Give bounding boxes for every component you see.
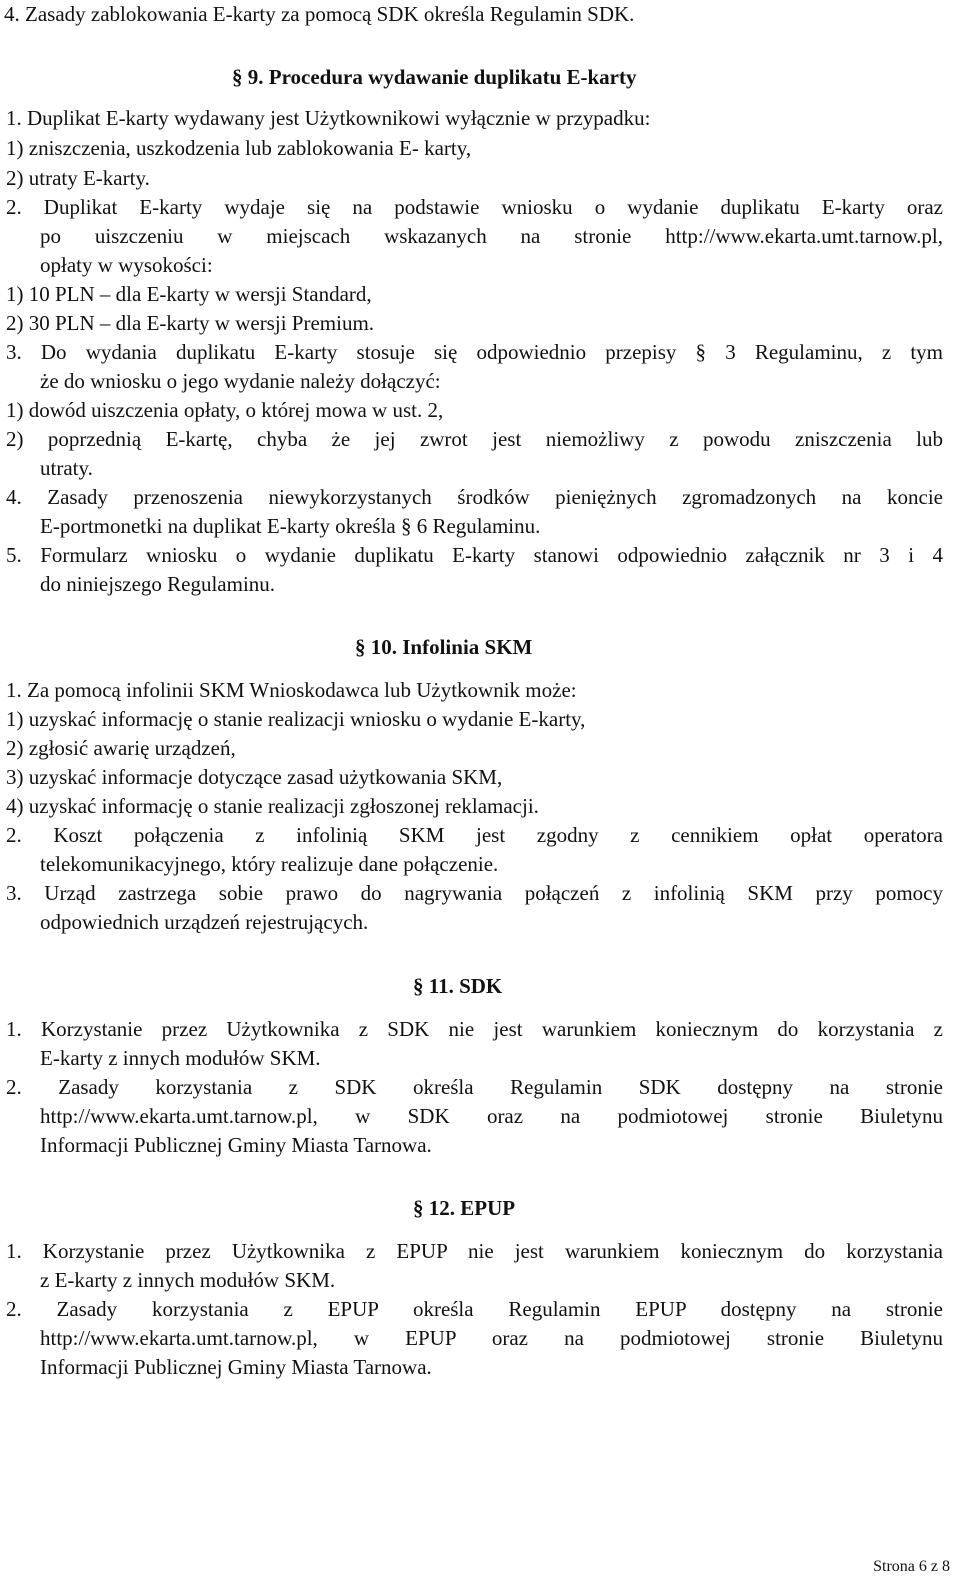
page-number: Strona 6 z 8 xyxy=(873,1558,950,1575)
list-item: 1) 10 PLN – dla E-karty w wersji Standard, xyxy=(6,282,372,306)
paragraph-line: 1. Za pomocą infolinii SKM Wnioskodawca lub Użytkownik może: xyxy=(6,678,577,702)
list-item: 2) 30 PLN – dla E-karty w wersji Premium. xyxy=(6,311,375,335)
section-heading-10: § 10. Infolinia SKM xyxy=(355,635,533,659)
list-item: 4) uzyskać informację o stanie realizacji zgłoszonej reklamacji. xyxy=(6,794,539,818)
paragraph-line: Informacji Publicznej Gminy Miasta Tarnowa. xyxy=(40,1355,432,1379)
paragraph-line: 4. Zasady zablokowania E-karty za pomocą SDK określa Regulamin SDK. xyxy=(4,2,635,26)
paragraph-line: 1. Korzystanie przez Użytkownika z SDK nie jest warunkiem koniecznym do korzystania z xyxy=(6,1017,943,1041)
paragraph-line: 1. Korzystanie przez Użytkownika z EPUP nie jest warunkiem koniecznym do korzystania xyxy=(6,1239,943,1263)
paragraph-line: E-karty z innych modułów SKM. xyxy=(40,1046,321,1070)
paragraph-line: telekomunikacyjnego, który realizuje dane połączenie. xyxy=(40,852,499,876)
paragraph-line: 3. Urząd zastrzega sobie prawo do nagrywania połączeń z infolinią SKM przy pomocy xyxy=(6,881,943,905)
list-item: utraty. xyxy=(40,456,93,480)
list-item: 3) uzyskać informacje dotyczące zasad użytkowania SKM, xyxy=(6,765,503,789)
list-item: 2) poprzednią E-kartę, chyba że jej zwrot jest niemożliwy z powodu zniszczenia lub xyxy=(6,427,943,451)
paragraph-line: 2. Zasady korzystania z EPUP określa Regulamin EPUP dostępny na stronie xyxy=(6,1297,943,1321)
list-item: 1) zniszczenia, uszkodzenia lub zablokowania E- karty, xyxy=(6,136,472,160)
paragraph-line: z E-karty z innych modułów SKM. xyxy=(40,1268,336,1292)
paragraph-line: E-portmonetki na duplikat E-karty określa § 6 Regulaminu. xyxy=(40,514,541,538)
paragraph-line: 4. Zasady przenoszenia niewykorzystanych środków pieniężnych zgromadzonych na koncie xyxy=(6,485,943,509)
list-item: 1) dowód uiszczenia opłaty, o której mowa w ust. 2, xyxy=(6,398,444,422)
paragraph-line: opłaty w wysokości: xyxy=(40,253,213,277)
list-item: 1) uzyskać informację o stanie realizacji wniosku o wydanie E-karty, xyxy=(6,707,586,731)
paragraph-line: 2. Koszt połączenia z infolinią SKM jest zgodny z cennikiem opłat operatora xyxy=(6,823,943,847)
paragraph-line: 5. Formularz wniosku o wydanie duplikatu E-karty stanowi odpowiednio załącznik nr 3 i 4 xyxy=(6,543,943,567)
paragraph-line: http://www.ekarta.umt.tarnow.pl, w SDK oraz na podmiotowej stronie Biuletynu xyxy=(40,1104,943,1128)
paragraph-line: po uiszczeniu w miejscach wskazanych na stronie http://www.ekarta.umt.tarnow.pl, xyxy=(40,224,943,248)
section-heading-9: § 9. Procedura wydawanie duplikatu E-karty xyxy=(232,65,637,89)
paragraph-line: 2. Duplikat E-karty wydaje się na podstawie wniosku o wydanie duplikatu E-karty oraz xyxy=(6,195,943,219)
paragraph-line: odpowiednich urządzeń rejestrujących. xyxy=(40,910,369,934)
list-item: 2) zgłosić awarię urządzeń, xyxy=(6,736,236,760)
paragraph-line: 2. Zasady korzystania z SDK określa Regulamin SDK dostępny na stronie xyxy=(6,1075,943,1099)
paragraph-line: 1. Duplikat E-karty wydawany jest Użytkownikowi wyłącznie w przypadku: xyxy=(6,106,651,130)
list-item: 2) utraty E-karty. xyxy=(6,166,150,190)
paragraph-line: http://www.ekarta.umt.tarnow.pl, w EPUP oraz na podmiotowej stronie Biuletynu xyxy=(40,1326,943,1350)
section-heading-11: § 11. SDK xyxy=(413,974,503,998)
section-heading-12: § 12. EPUP xyxy=(413,1196,516,1220)
paragraph-line: do niniejszego Regulaminu. xyxy=(40,572,276,596)
paragraph-line: Informacji Publicznej Gminy Miasta Tarnowa. xyxy=(40,1133,432,1157)
paragraph-line: że do wniosku o jego wydanie należy dołączyć: xyxy=(40,369,441,393)
paragraph-line: 3. Do wydania duplikatu E-karty stosuje się odpowiednio przepisy § 3 Regulaminu, z tym xyxy=(6,340,943,364)
